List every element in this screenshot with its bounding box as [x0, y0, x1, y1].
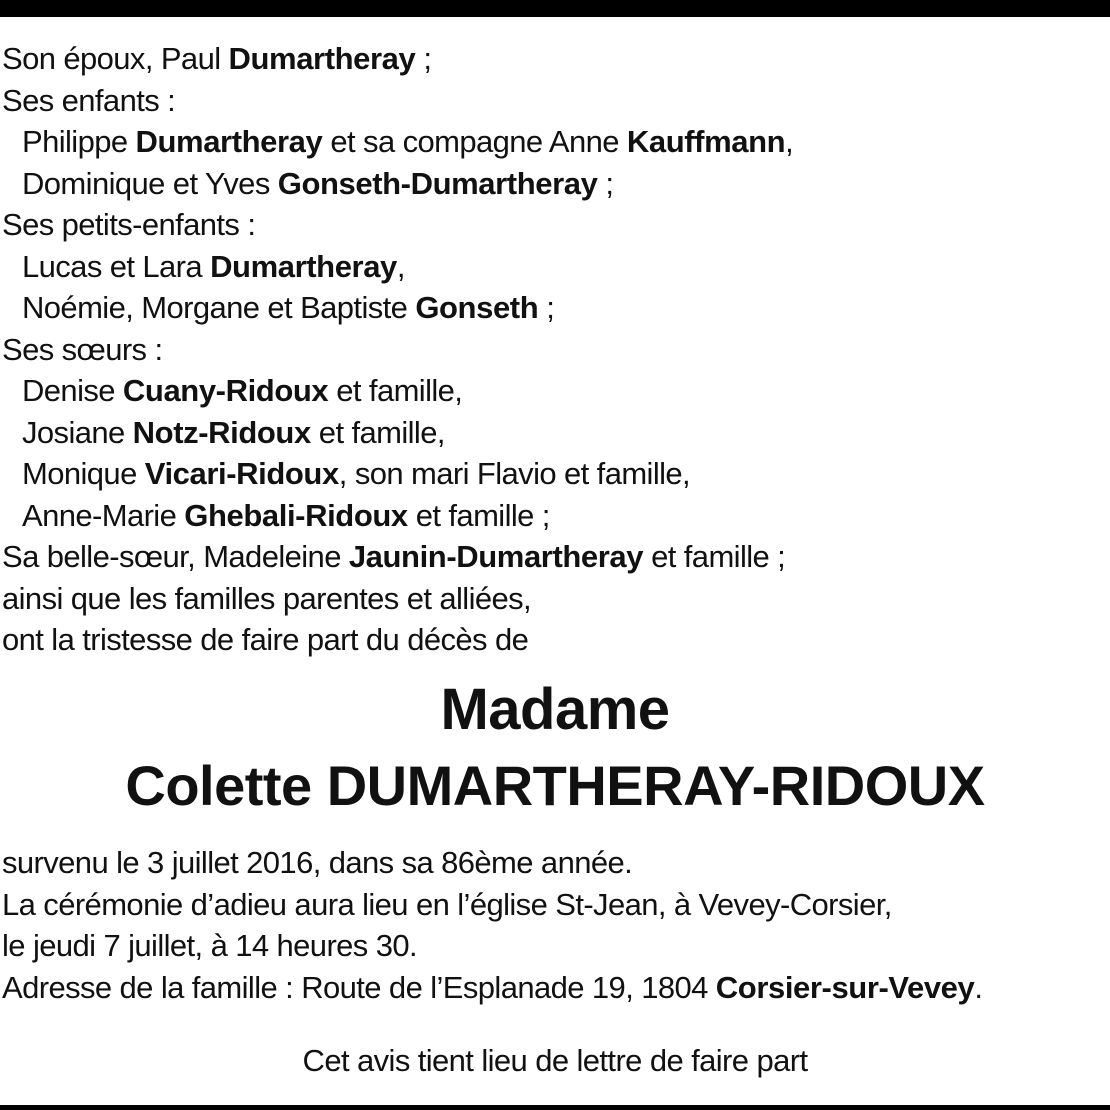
family-line	[2, 370, 1102, 412]
family-line	[2, 246, 1102, 288]
family-line	[2, 121, 1102, 163]
surname: Cuany-Ridoux	[122, 373, 329, 408]
detail-line	[2, 925, 1108, 967]
surname: Kauffmann	[626, 124, 786, 159]
text-segment: Ses enfants :	[2, 82, 176, 118]
family-line	[2, 163, 1102, 205]
text-segment: Denise	[22, 373, 123, 408]
surname: Ghebali-Ridoux	[184, 497, 408, 533]
family-list	[2, 38, 1102, 661]
surname: Dumartheray	[135, 124, 323, 159]
family-line	[2, 495, 1102, 537]
text-segment: ont la tristesse de faire part du décès de	[2, 622, 529, 657]
surname: Gonseth-Dumartheray	[277, 165, 598, 201]
deceased-block	[0, 672, 1110, 824]
closing-note: Cet avis tient lieu de lettre de faire part	[302, 1043, 808, 1078]
surname: Notz-Ridoux	[132, 414, 311, 450]
text-segment: Noémie, Morgane et Baptiste	[22, 290, 416, 325]
text-segment: Monique	[22, 456, 145, 491]
text-segment: ainsi que les familles parentes et alliées,	[2, 580, 532, 616]
text-segment: et famille,	[310, 414, 445, 450]
detail-line	[2, 842, 1108, 884]
surname: Jaunin-Dumartheray	[348, 539, 644, 574]
text-segment: ;	[415, 41, 432, 76]
text-segment: ,	[785, 124, 794, 159]
text-segment: et famille ;	[643, 539, 786, 574]
family-line	[2, 619, 1102, 661]
text-segment: Son époux, Paul	[2, 41, 229, 76]
top-border-rule	[0, 0, 1110, 17]
text-segment: Anne-Marie	[22, 497, 185, 533]
family-line	[2, 412, 1102, 454]
text-segment: Philippe	[22, 124, 136, 159]
family-line	[2, 38, 1102, 80]
deceased-name: Colette DUMARTHERAY-RIDOUX	[125, 754, 985, 817]
text-segment: La cérémonie d’adieu aura lieu en l’église St-Jean, à Vevey-Corsier,	[2, 886, 892, 922]
text-segment: le jeudi 7 juillet, à 14 heures 30.	[2, 928, 418, 963]
text-segment: ,	[396, 248, 405, 284]
family-line	[2, 536, 1102, 578]
text-segment: survenu le 3 juillet 2016, dans sa 86ème année.	[2, 845, 633, 880]
text-segment: ;	[597, 165, 614, 201]
text-segment: Ses sœurs :	[2, 331, 163, 367]
detail-line	[2, 884, 1108, 926]
family-line	[2, 578, 1102, 620]
text-segment: et famille,	[328, 373, 463, 408]
surname: Dumartheray	[210, 248, 397, 284]
text-segment: et famille ;	[407, 497, 550, 533]
text-segment: Adresse de la famille : Route de l’Esplanade 19, 1804	[2, 969, 716, 1005]
text-segment: Ses petits-enfants :	[2, 207, 256, 242]
surname: Dumartheray	[228, 41, 416, 76]
text-segment: Josiane	[22, 414, 133, 450]
family-line	[2, 204, 1102, 246]
family-line	[2, 329, 1102, 371]
text-segment: ;	[538, 290, 555, 325]
family-line	[2, 453, 1102, 495]
text-segment: et sa compagne Anne	[322, 124, 627, 159]
text-segment: Lucas et Lara	[22, 248, 211, 284]
family-line	[2, 80, 1102, 122]
bottom-border-rule	[0, 1105, 1110, 1110]
detail-line	[2, 967, 1108, 1009]
surname: Vicari-Ridoux	[144, 456, 339, 491]
surname: Gonseth	[415, 290, 539, 325]
text-segment: Sa belle-sœur, Madeleine	[2, 539, 349, 574]
surname: Corsier-sur-Vevey	[715, 969, 975, 1005]
deceased-title: Madame	[440, 677, 670, 742]
text-segment: , son mari Flavio et famille,	[338, 456, 691, 491]
ceremony-details	[2, 842, 1108, 1008]
family-line	[2, 287, 1102, 329]
text-segment: .	[974, 969, 983, 1005]
text-segment: Dominique et Yves	[22, 165, 278, 201]
